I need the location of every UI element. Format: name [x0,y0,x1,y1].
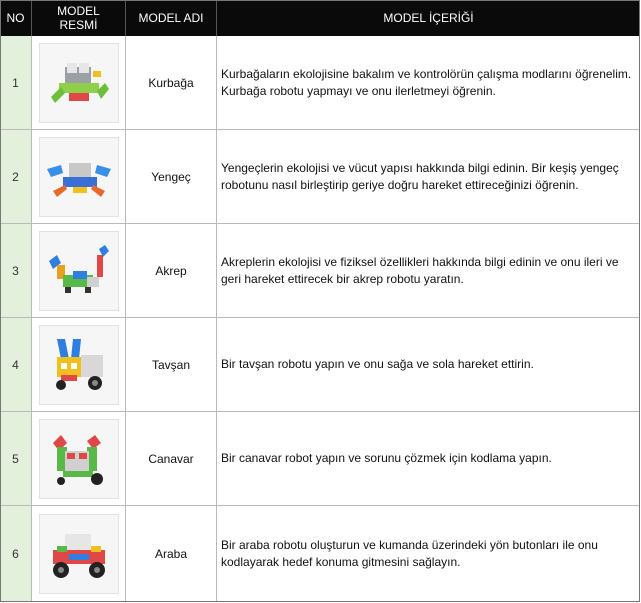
row-name: Araba [126,506,217,602]
row-image [32,318,126,412]
row-name: Canavar [126,412,217,506]
row-description: Bir canavar robot yapın ve sorunu çözmek için kodlama yapın. [217,412,640,506]
table-header [0,0,640,36]
row-image [32,130,126,224]
scorpion-robot-icon [39,231,119,311]
row-description: Akreplerin ekolojisi ve fiziksel özellikleri hakkında bilgi edinin ve onu ileri ve geri hareket ettirecek bir akrep robotu yaratın. [217,224,640,318]
row-no: 2 [0,130,32,224]
header-name: MODEL ADI [126,0,217,36]
row-name: Akrep [126,224,217,318]
table-row [0,130,640,224]
table-row [0,318,640,412]
row-name: Kurbağa [126,36,217,130]
car-robot-icon [39,514,119,594]
monster-robot-icon [39,419,119,499]
rabbit-robot-icon [39,325,119,405]
row-image [32,506,126,602]
row-no: 4 [0,318,32,412]
row-no: 3 [0,224,32,318]
table-row [0,36,640,130]
row-no: 6 [0,506,32,602]
row-no: 1 [0,36,32,130]
row-image [32,36,126,130]
header-no: NO [0,0,32,36]
row-name: Yengeç [126,130,217,224]
row-no: 5 [0,412,32,506]
frog-robot-icon [39,43,119,123]
crab-robot-icon [39,137,119,217]
table-row [0,506,640,602]
header-image-line2: RESMİ [59,18,98,32]
row-image [32,224,126,318]
row-description: Yengeçlerin ekolojisi ve vücut yapısı hakkında bilgi edinin. Bir keşiş yengeç robotunu nasıl birleştirip geriye doğru hareket ettireceğinizi öğrenin. [217,130,640,224]
header-image-line1: MODEL [57,4,100,18]
row-image [32,412,126,506]
header-content: MODEL İÇERİĞİ [217,0,640,36]
table-row [0,412,640,506]
row-description: Kurbağaların ekolojisine bakalım ve kontrolörün çalışma modlarını öğrenelim. Kurbağa robotu yapmayı ve onu ilerletmeyi öğrenin. [217,36,640,130]
row-name: Tavşan [126,318,217,412]
row-description: Bir tavşan robotu yapın ve onu sağa ve sola hareket ettirin. [217,318,640,412]
table-row [0,224,640,318]
row-description: Bir araba robotu oluşturun ve kumanda üzerindeki yön butonları ile onu kodlayarak hedef konuma gitmesini sağlayın. [217,506,640,602]
header-image [32,0,126,36]
